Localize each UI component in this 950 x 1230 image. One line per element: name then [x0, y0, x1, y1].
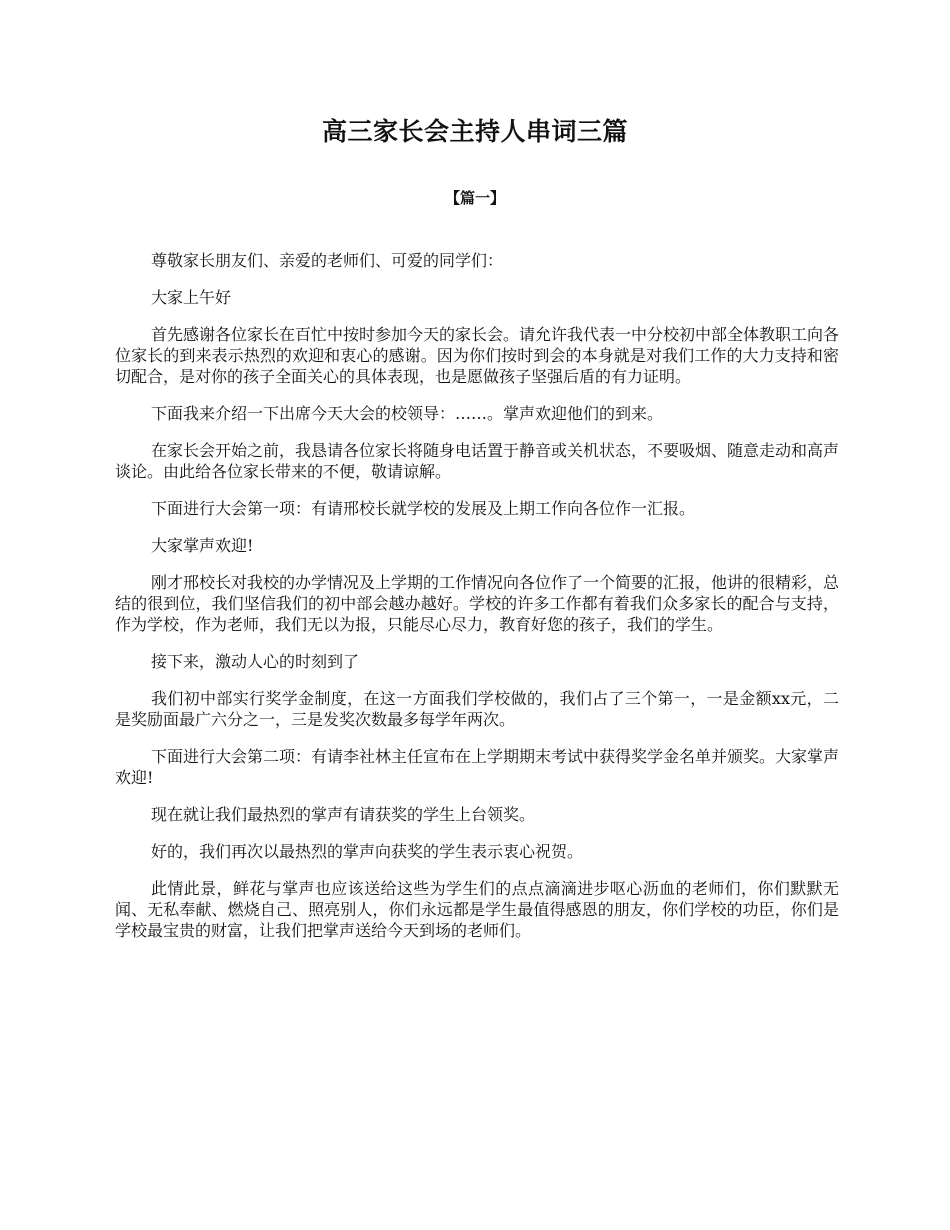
paragraph-report-summary: 刚才邢校长对我校的办学情况及上学期的工作情况向各位作了一个简要的汇报，他讲的很精彩，总结的很到位，我们坚信我们的初中部会越办越好。学校的许多工作都有着我们众多家长的配合与支持，作为学校，作为老师，我们无以为报，只能尽心尽力，教育好您的孩子，我们的学生。 [115, 573, 840, 634]
paragraph-thanks: 首先感谢各位家长在百忙中按时参加今天的家长会。请允许我代表一中分校初中部全体教职工向各位家长的到来表示热烈的欢迎和衷心的感谢。因为你们按时到会的本身就是对我们工作的大力支持和密切配合，是对你的孩子全面关心的具体表现，也是愿做孩子坚强后盾的有力证明。 [115, 325, 840, 386]
paragraph-agenda-item-2: 下面进行大会第二项：有请李社林主任宣布在上学期期末考试中获得奖学金名单并颁奖。大家掌声欢迎! [115, 747, 840, 787]
paragraph-thank-teachers: 此情此景，鲜花与掌声也应该送给这些为学生们的点点滴滴进步呕心沥血的老师们，你们默默无闻、无私奉献、燃烧自己、照亮别人，你们永远都是学生最值得感恩的朋友，你们学校的功臣，你们是学校最宝贵的财富，让我们把掌声送给今天到场的老师们。 [115, 879, 839, 940]
paragraph-scholarship: 我们初中部实行奖学金制度，在这一方面我们学校做的，我们占了三个第一，一是金额xx元，二是奖励面最广六分之一，三是发奖次数最多每学年两次。 [115, 689, 839, 729]
paragraph-agenda-item-1: 下面进行大会第一项：有请邢校长就学校的发展及上期工作向各位作一汇报。 [151, 499, 696, 518]
paragraph-good-morning: 大家上午好 [151, 288, 232, 307]
paragraph-exciting-moment: 接下来，激动人心的时刻到了 [151, 652, 360, 671]
document-body [115, 250, 839, 957]
paragraph-applause-1: 大家掌声欢迎! [151, 536, 254, 555]
document-title: 高三家长会主持人串词三篇 [321, 117, 628, 146]
paragraph-introduce-leaders: 下面我来介绍一下出席今天大会的校领导：……。掌声欢迎他们的到来。 [151, 404, 664, 423]
paragraph-congratulations: 好的，我们再次以最热烈的掌声向获奖的学生表示衷心祝贺。 [151, 842, 584, 861]
paragraph-award-students: 现在就让我们最热烈的掌声有请获奖的学生上台领奖。 [151, 805, 536, 824]
paragraph-phone-notice: 在家长会开始之前，我恳请各位家长将随身电话置于静音或关机状态，不要吸烟、随意走动和高声谈论。由此给各位家长带来的不便，敬请谅解。 [115, 441, 840, 481]
paragraph-greeting: 尊敬家长朋友们、亲爱的老师们、可爱的同学们： [151, 251, 504, 270]
section-heading: 【篇一】 [444, 189, 505, 207]
